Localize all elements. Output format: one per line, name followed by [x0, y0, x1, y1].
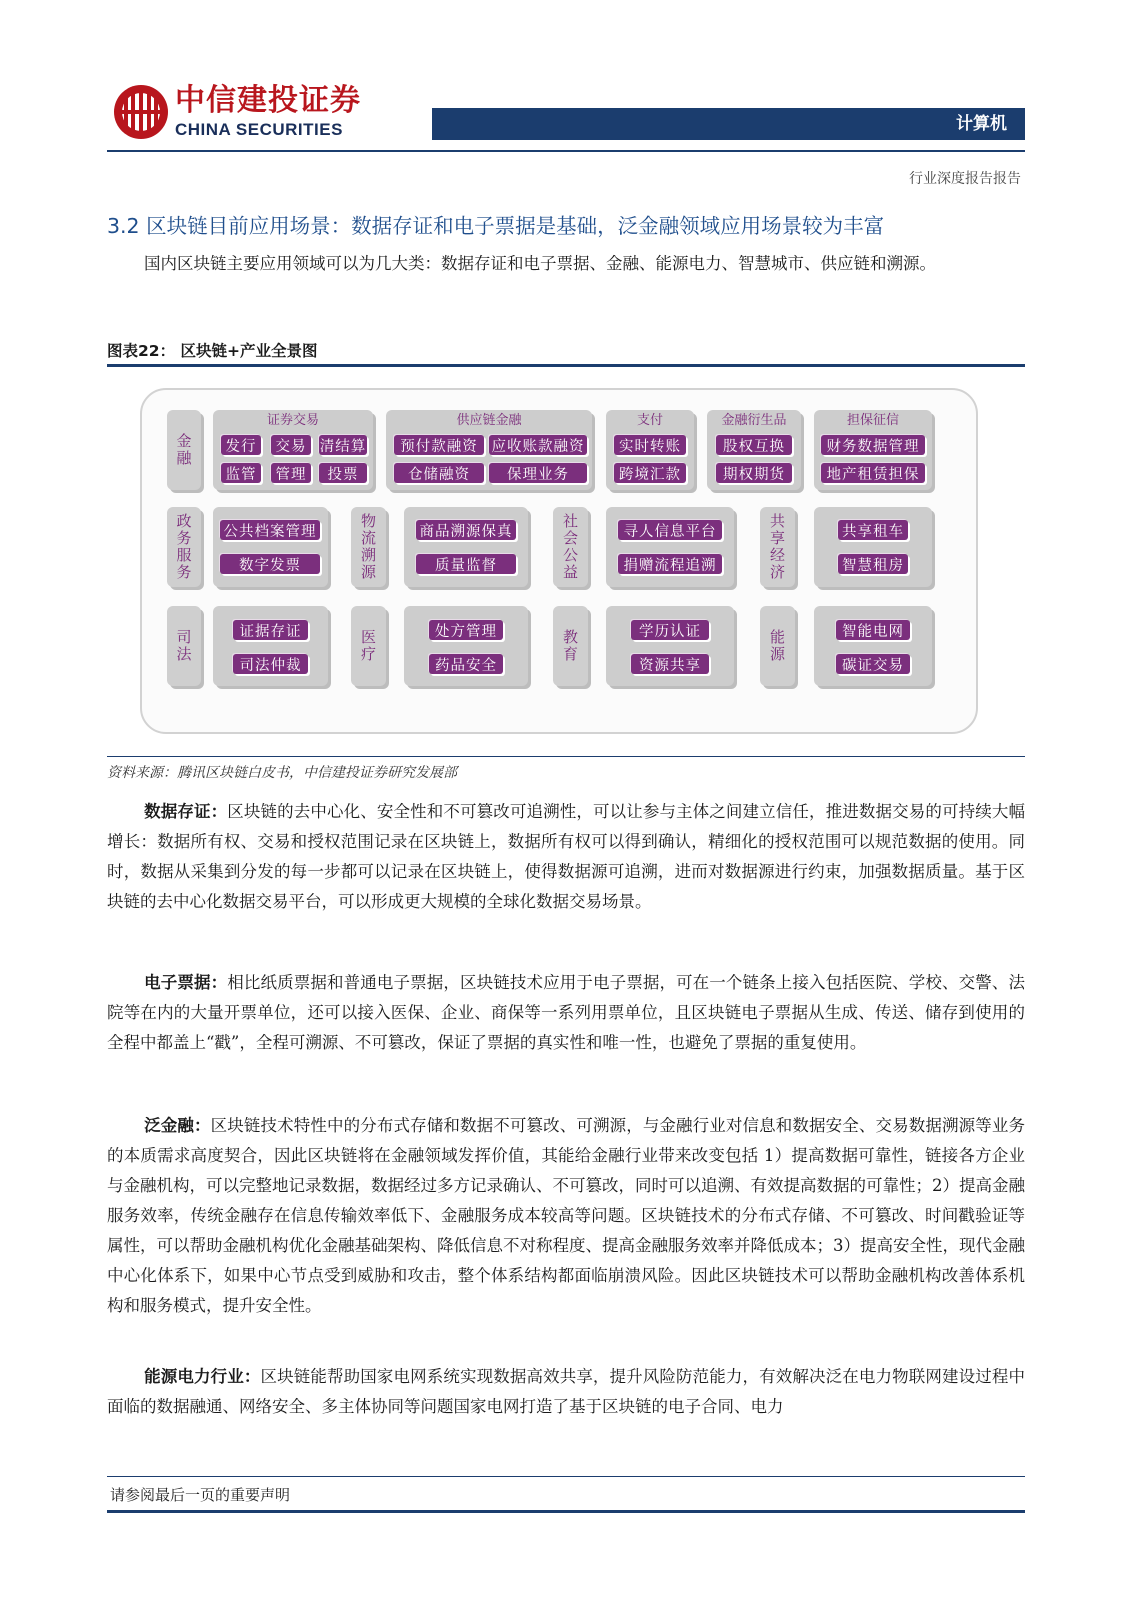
- category-label: 社会公益: [562, 512, 578, 581]
- figure-bottom-rule: [107, 756, 1025, 757]
- paragraph-e-invoice: [107, 968, 1025, 1058]
- paragraph-text: 区块链能帮助国家电网系统实现数据高效共享，提升风险防范能力，有效解决泛在电力物联网建设过程中面临的数据融通、网络安全、多主体协同等问题国家电网打造了基于区块链的电子合同、电力: [107, 1367, 1026, 1416]
- group-logistics-tracing: [404, 507, 528, 587]
- tag-digital-invoice: 数字发票: [220, 554, 320, 574]
- paragraph-lead: 数据存证：: [144, 802, 228, 821]
- category-label: 司法: [176, 628, 192, 663]
- group-payment: [606, 410, 694, 490]
- category-label: 政务服务: [176, 512, 192, 581]
- section-label: 计算机: [956, 114, 1007, 134]
- tag-voting: 投票: [319, 463, 367, 483]
- category-finance-label: 金融: [176, 432, 192, 467]
- footer-rule-thick: [107, 1510, 1025, 1513]
- group-title: 担保征信: [846, 413, 899, 428]
- group-judiciary: [213, 606, 328, 686]
- group-government-services: [213, 507, 328, 587]
- category-energy: [760, 606, 795, 686]
- tag-factoring: 保理业务: [489, 463, 587, 483]
- paragraph-text: 区块链技术特性中的分布式存储和数据不可篡改、可溯源，与金融行业对信息和数据安全、交易数据溯源等业务的本质需求高度契合，因此区块链将在金融领域发挥价值，其能给金融行业带来改变包括 1）提高数据可靠性，链接各方企业与金融机构，可以完整地记录数据，数据经过多方记录确认、不可篡改，同时可以追溯、有效提高数据的可靠性；2）提高金融服务效率，传统金融存在信息传输效率低下、金融服务成本较高等问题。区块链技术的分布式存储、不可篡改、时间戳验证等属性，可以帮助金融机构优化金融基础架构、降低信息不对称程度、提高金融服务效率并降低成本；3）提高安全性，现代金融中心化体系下，如果中心节点受到威胁和攻击，整个体系结构都面临崩溃风险。因此区块链技术可以帮助金融机构改善体系机构和服务模式，提升安全性。: [107, 1116, 1026, 1315]
- tag-public-archives: 公共档案管理: [220, 520, 320, 540]
- tag-smart-rental: 智慧租房: [838, 554, 908, 574]
- intro-text: 国内区块链主要应用领域可以为几大类：数据存证和电子票据、金融、能源电力、智慧城市、供应链和溯源。: [144, 254, 936, 273]
- group-title: 支付: [636, 413, 663, 428]
- paragraph-data-evidence: [107, 797, 1025, 917]
- section-bar: [432, 108, 1025, 140]
- tag-prescription-management: 处方管理: [429, 620, 503, 640]
- china-securities-logo-icon: [112, 83, 170, 141]
- category-finance: [167, 410, 201, 490]
- paragraph-pan-finance: [107, 1111, 1025, 1321]
- group-financial-derivatives: [707, 410, 801, 490]
- category-sharing-economy: [760, 507, 795, 587]
- category-government-services: [167, 507, 201, 587]
- group-energy: [814, 606, 932, 686]
- paragraph-lead: 泛金融：: [144, 1116, 211, 1135]
- category-label: 能源: [769, 628, 785, 663]
- tag-judicial-arbitration: 司法仲裁: [233, 654, 308, 674]
- tag-supervision: 监管: [221, 463, 261, 483]
- category-public-welfare: [553, 507, 588, 587]
- group-title: 金融衍生品: [721, 413, 787, 428]
- group-supply-chain-finance: [386, 410, 592, 490]
- tag-real-time-transfer: 实时转账: [614, 435, 686, 455]
- group-title: 供应链金融: [456, 413, 522, 428]
- category-label: 物流溯源: [360, 512, 376, 581]
- group-title: 证券交易: [266, 413, 319, 428]
- tag-financial-data-management: 财务数据管理: [821, 435, 925, 455]
- category-label: 医疗: [360, 628, 376, 663]
- tag-options-futures: 期权期货: [716, 463, 792, 483]
- tag-carbon-trading: 碳证交易: [836, 654, 910, 674]
- tag-resource-sharing: 资源共享: [631, 654, 709, 674]
- section-heading: 3.2 区块链目前应用场景：数据存证和电子票据是基础，泛金融领域应用场景较为丰富: [107, 214, 885, 238]
- footer-rule: [107, 1476, 1025, 1477]
- tag-drug-safety: 药品安全: [429, 654, 503, 674]
- tag-clearing: 清结算: [319, 435, 367, 455]
- intro-paragraph: [107, 249, 1025, 279]
- tag-issuance: 发行: [221, 435, 261, 455]
- tag-warehouse-financing: 仓储融资: [394, 463, 484, 483]
- paragraph-lead: 电子票据：: [144, 973, 228, 992]
- report-type-label: 行业深度报告报告: [909, 171, 1021, 187]
- paragraph-text: 相比纸质票据和普通电子票据，区块链技术应用于电子票据，可在一个链条上接入包括医院、学校、交警、法院等在内的大量开票单位，还可以接入医保、企业、商保等一系列用票单位，且区块链电子票据从生成、传送、储存到使用的全程中都盖上“戳”，全程可溯源、不可篡改，保证了票据的真实性和唯一性，也避免了票据的重复使用。: [107, 973, 1026, 1052]
- footer-disclaimer-note: 请参阅最后一页的重要声明: [110, 1486, 291, 1504]
- tag-equity-swap: 股权互换: [716, 435, 792, 455]
- logo-english-name: CHINA SECURITIES: [175, 120, 343, 139]
- tag-car-sharing: 共享租车: [838, 520, 908, 540]
- category-healthcare: [351, 606, 386, 686]
- category-label: 教育: [562, 628, 578, 663]
- tag-management: 管理: [271, 463, 311, 483]
- paragraph-lead: 能源电力行业：: [144, 1367, 261, 1386]
- tag-real-estate-lease-guarantee: 地产租赁担保: [821, 463, 925, 483]
- figure-source: 资料来源：腾讯区块链白皮书，中信建投证券研究发展部: [107, 765, 457, 781]
- category-judiciary: [167, 606, 201, 686]
- logo-chinese-name: 中信建投证券: [175, 83, 361, 118]
- group-securities-trading: [213, 410, 373, 490]
- group-public-welfare: [606, 507, 734, 587]
- group-healthcare: [404, 606, 528, 686]
- tag-missing-person-platform: 寻人信息平台: [618, 520, 722, 540]
- tag-prepayment-financing: 预付款融资: [394, 435, 484, 455]
- group-sharing-economy: [814, 507, 932, 587]
- tag-evidence-storage: 证据存证: [233, 620, 308, 640]
- tag-smart-grid: 智能电网: [836, 620, 910, 640]
- paragraph-text: 区块链的去中心化、安全性和不可篡改可追溯性，可以让参与主体之间建立信任，推进数据交易的可持续大幅增长：数据所有权、交易和授权范围记录在区块链上，数据所有权可以得到确认，精细化的授权范围可以规范数据的使用。同时，数据从采集到分发的每一步都可以记录在区块链上，使得数据源可追溯，进而对数据源进行约束，加强数据质量。基于区块链的去中心化数据交易平台，可以形成更大规模的全球化数据交易场景。: [107, 802, 1026, 911]
- header-divider: [107, 150, 1025, 152]
- category-logistics-tracing: [351, 507, 386, 587]
- tag-product-tracing: 商品溯源保真: [416, 520, 516, 540]
- category-education: [553, 606, 588, 686]
- figure-caption: 图表22： 区块链+产业全景图: [107, 342, 318, 360]
- tag-trading: 交易: [271, 435, 311, 455]
- paragraph-energy-power: [107, 1362, 1025, 1422]
- category-label: 共享经济: [769, 512, 785, 581]
- figure-top-rule: [107, 364, 1025, 367]
- tag-receivables-financing: 应收账款融资: [489, 435, 587, 455]
- tag-degree-verification: 学历认证: [631, 620, 709, 640]
- tag-quality-supervision: 质量监督: [416, 554, 516, 574]
- group-education: [606, 606, 734, 686]
- group-guarantee-credit: [814, 410, 932, 490]
- tag-cross-border-remittance: 跨境汇款: [614, 463, 686, 483]
- tag-donation-tracing: 捐赠流程追溯: [618, 554, 722, 574]
